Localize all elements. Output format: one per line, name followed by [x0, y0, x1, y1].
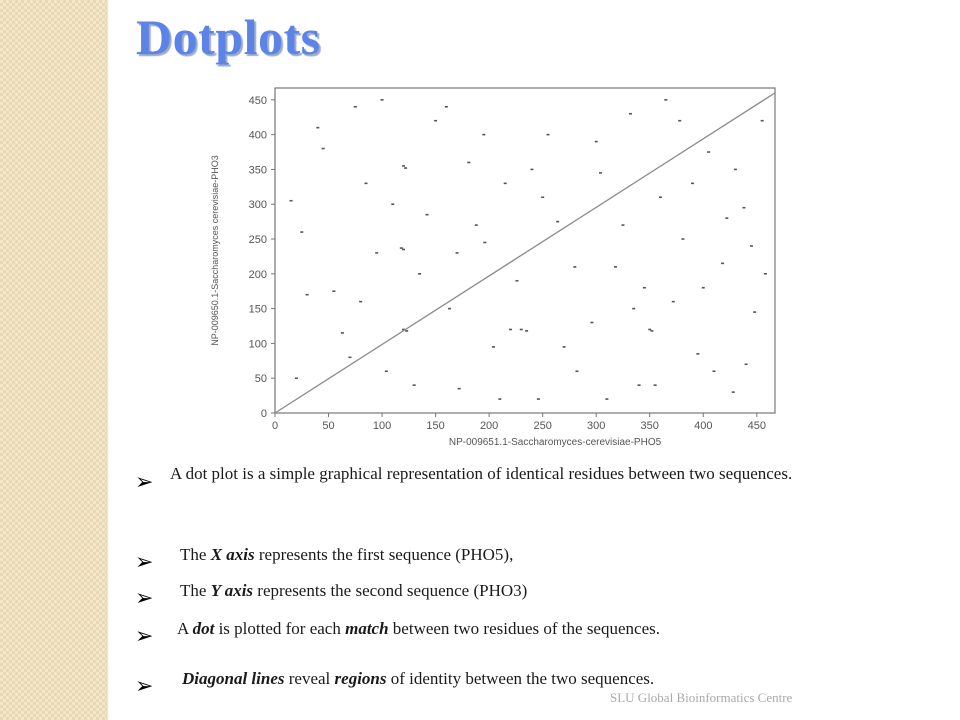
x-tick-label: 50 [322, 420, 335, 432]
data-dot [300, 231, 303, 233]
data-dot [605, 398, 608, 400]
data-dot [322, 148, 325, 150]
data-dot [375, 252, 378, 254]
x-tick-label: 200 [479, 420, 499, 432]
y-tick-label: 250 [248, 234, 267, 247]
y-tick-label: 200 [248, 268, 267, 281]
emphasis-x-axis: X axis [210, 545, 255, 564]
data-dot [418, 273, 421, 275]
text-part: of identity between the two sequences. [386, 669, 655, 688]
emphasis-regions: regions [334, 669, 387, 688]
x-tick-label: 0 [271, 420, 279, 432]
emphasis-dot: dot [192, 619, 215, 638]
data-dot [541, 196, 544, 198]
x-axis-label: NP-009651.1-Saccharomyces-cerevisiae-PHO5 [448, 437, 662, 448]
data-dot [445, 106, 448, 108]
data-dot [402, 249, 405, 251]
decorative-sidebar [0, 0, 106, 720]
data-dot [426, 214, 429, 216]
data-dot [413, 384, 416, 386]
data-dot [563, 346, 566, 348]
data-dot [402, 165, 405, 167]
y-tick-label: 350 [248, 164, 267, 177]
data-dot [405, 330, 408, 332]
data-dot [458, 388, 461, 390]
data-dot [509, 329, 512, 331]
data-dot [434, 120, 437, 122]
footer-credit: SLU Global Bioinformatics Centre [610, 690, 793, 705]
data-dot [404, 167, 407, 169]
data-dot [295, 377, 298, 379]
data-dot [734, 169, 737, 171]
data-dot [621, 224, 624, 226]
sidebar-edge [106, 0, 109, 720]
data-dot [575, 370, 578, 372]
text-part: A [177, 619, 193, 638]
data-dot [725, 217, 728, 219]
text-part: between two residues of the sequences. [388, 619, 660, 638]
bullet-text [182, 661, 654, 697]
data-dot [556, 221, 559, 223]
y-tick-label: 100 [248, 338, 267, 351]
y-tick-label: 300 [248, 199, 267, 212]
data-dot [475, 224, 478, 226]
data-dot [638, 384, 641, 386]
y-axis-label: NP-009650.1-Saccharomyces cerevisiae-PHO3 [210, 155, 220, 346]
emphasis-diagonal-lines: Diagonal lines [182, 669, 285, 688]
y-tick-label: 50 [254, 373, 267, 386]
data-dot [492, 346, 495, 348]
bullet-arrow-icon: ➢ [135, 550, 154, 575]
bullet-arrow-icon: ➢ [135, 624, 154, 649]
data-dot [573, 266, 576, 268]
data-dot [316, 127, 319, 129]
data-dot [599, 172, 602, 174]
x-tick-label: 450 [747, 420, 766, 432]
data-dot [504, 183, 507, 185]
bullet-arrow-icon: ➢ [135, 470, 154, 495]
data-dot [650, 330, 653, 332]
data-dot [348, 357, 351, 359]
text-part: The [180, 545, 211, 564]
bullet-text [180, 573, 527, 609]
data-dot [764, 273, 767, 275]
data-dot [595, 141, 598, 143]
data-dot [721, 263, 724, 265]
x-tick-label: 300 [587, 420, 606, 432]
data-dot [359, 301, 362, 303]
data-dot [590, 322, 593, 324]
emphasis-match: match [345, 619, 389, 638]
text-part: The [180, 581, 211, 600]
x-tick-label: 350 [640, 420, 659, 432]
x-tick-label: 400 [694, 420, 713, 432]
bullet-text: A dot plot is a simple graphical representation of identical residues between two sequences. [170, 464, 793, 483]
data-dot [520, 329, 523, 331]
data-dot [681, 238, 684, 240]
data-dot [290, 200, 293, 202]
data-dot [648, 329, 651, 331]
data-dot [678, 120, 681, 122]
data-dot [482, 134, 485, 136]
data-dot [306, 294, 309, 296]
data-dot [632, 308, 635, 310]
data-dot [525, 330, 528, 332]
data-dot [654, 384, 657, 386]
y-tick-label: 400 [248, 129, 267, 142]
data-dot [391, 203, 394, 205]
data-dot [530, 169, 533, 171]
data-dot [643, 287, 646, 289]
data-dot [659, 196, 662, 198]
data-dot [467, 162, 470, 164]
bullet-text [180, 537, 513, 573]
x-tick-label: 100 [372, 420, 392, 432]
x-tick-label: 150 [426, 420, 445, 432]
data-dot [691, 183, 694, 185]
data-dot [672, 301, 675, 303]
bullet-item-1 [130, 457, 870, 533]
y-tick-label: 0 [260, 408, 267, 420]
data-dot [753, 311, 756, 313]
data-dot [614, 266, 617, 268]
data-dot [547, 134, 550, 136]
data-dot [354, 106, 357, 108]
bullet-arrow-icon: ➢ [135, 586, 154, 611]
text-part: represents the second sequence (PHO3) [253, 581, 528, 600]
data-dot [385, 370, 388, 372]
data-dot [537, 398, 540, 400]
data-dot [712, 370, 715, 372]
data-dot [332, 290, 335, 292]
data-dot [664, 99, 667, 101]
data-dot [498, 398, 501, 400]
y-tick-label: 150 [248, 303, 267, 316]
dotplot-chart [200, 80, 790, 450]
data-dot [515, 280, 518, 282]
data-dot [448, 308, 451, 310]
y-tick-label: 450 [248, 94, 267, 107]
data-dot [742, 207, 745, 209]
data-dot [381, 99, 384, 101]
data-dot [400, 247, 403, 249]
data-dot [732, 391, 735, 393]
data-dot [629, 113, 632, 115]
slide-title: Dotplots [136, 9, 321, 65]
data-dot [483, 242, 486, 244]
data-dot [707, 151, 710, 153]
text-part: reveal [284, 669, 335, 688]
data-dot [750, 245, 753, 247]
text-part: is plotted for each [214, 619, 346, 638]
data-dot [761, 120, 764, 122]
x-tick-label: 250 [533, 420, 552, 432]
data-dot [745, 363, 748, 365]
data-dot [365, 183, 368, 185]
text-part: represents the first sequence (PHO5), [254, 545, 514, 564]
data-dot [456, 252, 459, 254]
bullet-arrow-icon: ➢ [135, 674, 154, 699]
data-dot [696, 353, 699, 355]
bullet-text [177, 611, 660, 647]
data-dot [341, 332, 344, 334]
data-dot [702, 287, 705, 289]
emphasis-y-axis: Y axis [210, 581, 254, 600]
